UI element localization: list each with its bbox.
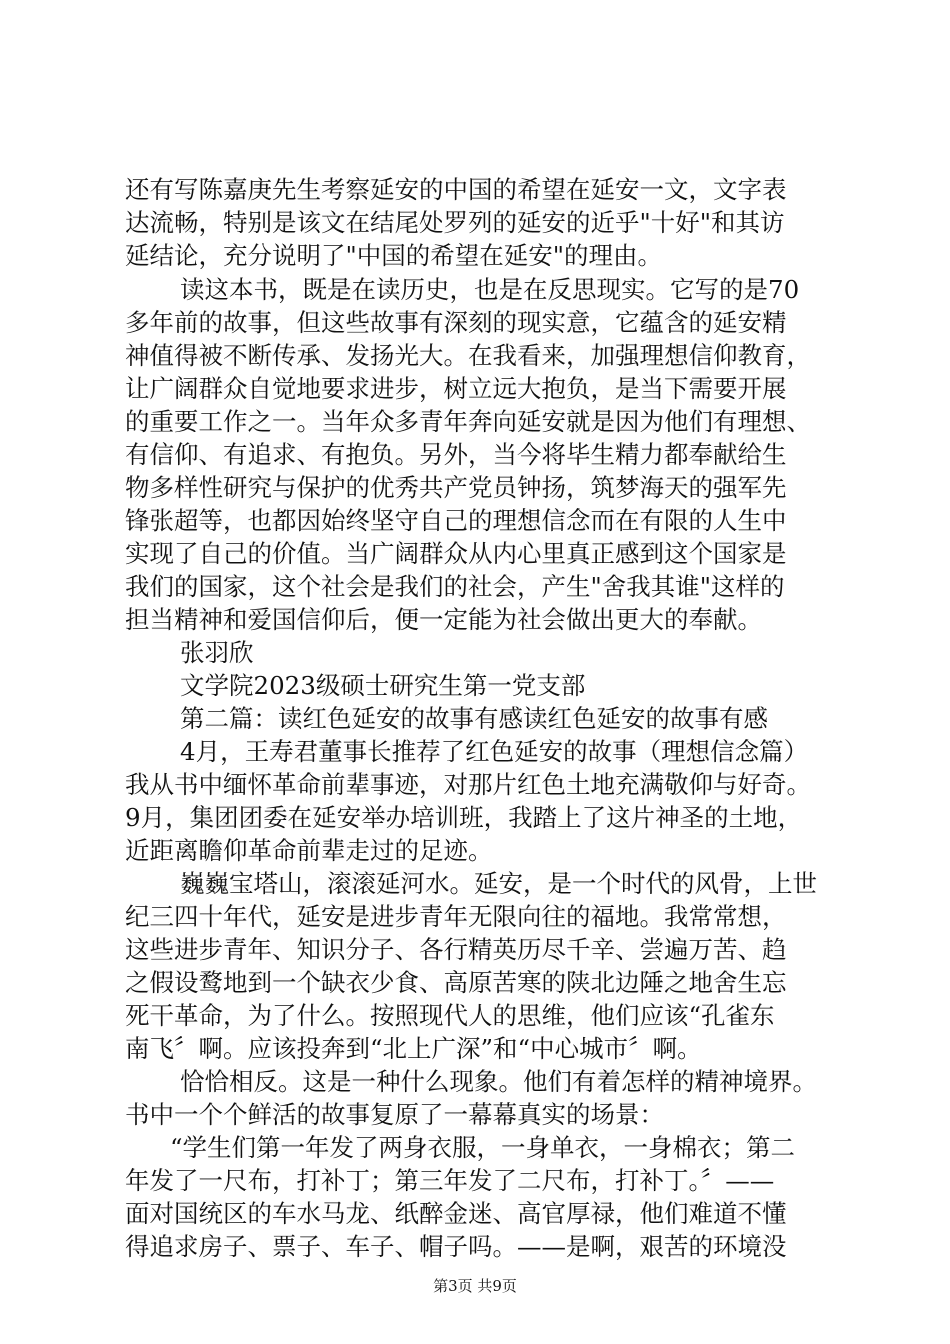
text-line: 读这本书，既是在读历史，也是在反思现实。它写的是70 [180, 275, 800, 304]
text-line: 物多样性研究与保护的优秀共产党员钟扬，筑梦海天的强军先 [125, 473, 787, 502]
text-line: 多年前的故事，但这些故事有深刻的现实意，它蕴含的延安精 [125, 308, 787, 337]
text-line: 4月，王寿君董事长推荐了红色延安的故事（理想信念篇） [180, 737, 809, 766]
text-line: 的重要工作之一。当年众多青年奔向延安就是因为他们有理想、 [125, 407, 811, 436]
section-heading: 第二篇：读红色延安的故事有感读红色延安的故事有感 [180, 704, 768, 733]
text-line: 年发了一尺布，打补丁；第三年发了二尺布，打补丁。〞—— [125, 1166, 775, 1195]
text-line: 我从书中缅怀革命前辈事迹，对那片红色土地充满敬仰与好奇。 [125, 770, 811, 799]
text-line: 纪三四十年代，延安是进步青年无限向往的福地。我常常想， [125, 902, 787, 931]
text-line: 有信仰、有追求、有抱负。另外，当今将毕生精力都奉献给生 [125, 440, 787, 469]
text-line: 面对国统区的车水马龙、纸醉金迷、高官厚禄，他们难道不懂 [125, 1199, 787, 1228]
text-line: 近距离瞻仰革命前辈走过的足迹。 [125, 836, 493, 865]
author-name: 张羽欣 [180, 638, 254, 667]
text-line: 9月，集团团委在延安举办培训班，我踏上了这片神圣的土地， [125, 803, 803, 832]
text-line: 之假设鹜地到一个缺衣少食、高原苦寒的陕北边陲之地舍生忘 [125, 968, 787, 997]
text-line: 书中一个个鲜活的故事复原了一幕幕真实的场景： [125, 1100, 664, 1129]
text-line: 我们的国家，这个社会是我们的社会，产生"舍我其谁"这样的 [125, 572, 785, 601]
text-line: 神值得被不断传承、发扬光大。在我看来，加强理想信仰教育， [125, 341, 811, 370]
author-affiliation: 文学院2023级硕士研究生第一党支部 [180, 671, 586, 700]
text-line: 实现了自己的价值。当广阔群众从内心里真正感到这个国家是 [125, 539, 787, 568]
text-line: 延结论，充分说明了"中国的希望在延安"的理由。 [125, 241, 663, 270]
text-line: 让广阔群众自觉地要求进步，树立远大抱负，是当下需要开展 [125, 374, 787, 403]
text-line: 担当精神和爱国信仰后，便一定能为社会做出更大的奉献。 [125, 605, 762, 634]
text-line: 死干革命，为了什么。按照现代人的思维，他们应该“孔雀东 [125, 1001, 775, 1030]
text-line: 锋张超等，也都因始终坚守自己的理想信念而在有限的人生中 [125, 506, 787, 535]
text-line: 恰恰相反。这是一种什么现象。他们有着怎样的精神境界。 [180, 1067, 817, 1096]
page-footer: 第3页 共9页 [433, 1277, 517, 1295]
text-line: 达流畅，特别是该文在结尾处罗列的延安的近乎"十好"和其访 [125, 208, 785, 237]
text-line: “学生们第一年发了两身衣服，一身单衣，一身棉衣；第二 [170, 1133, 796, 1162]
text-line: 还有写陈嘉庚先生考察延安的中国的希望在延安一文，文字表 [125, 175, 787, 204]
text-line: 巍巍宝塔山，滚滚延河水。延安，是一个时代的风骨，上世 [180, 869, 817, 898]
text-line: 南飞〞啊。应该投奔到“北上广深”和“中心城市〞啊。 [125, 1034, 702, 1063]
text-line: 这些进步青年、知识分子、各行精英历尽千辛、尝遍万苦、趋 [125, 935, 787, 964]
text-line: 得追求房子、票子、车子、帽子吗。——是啊，艰苦的环境没 [125, 1232, 787, 1261]
